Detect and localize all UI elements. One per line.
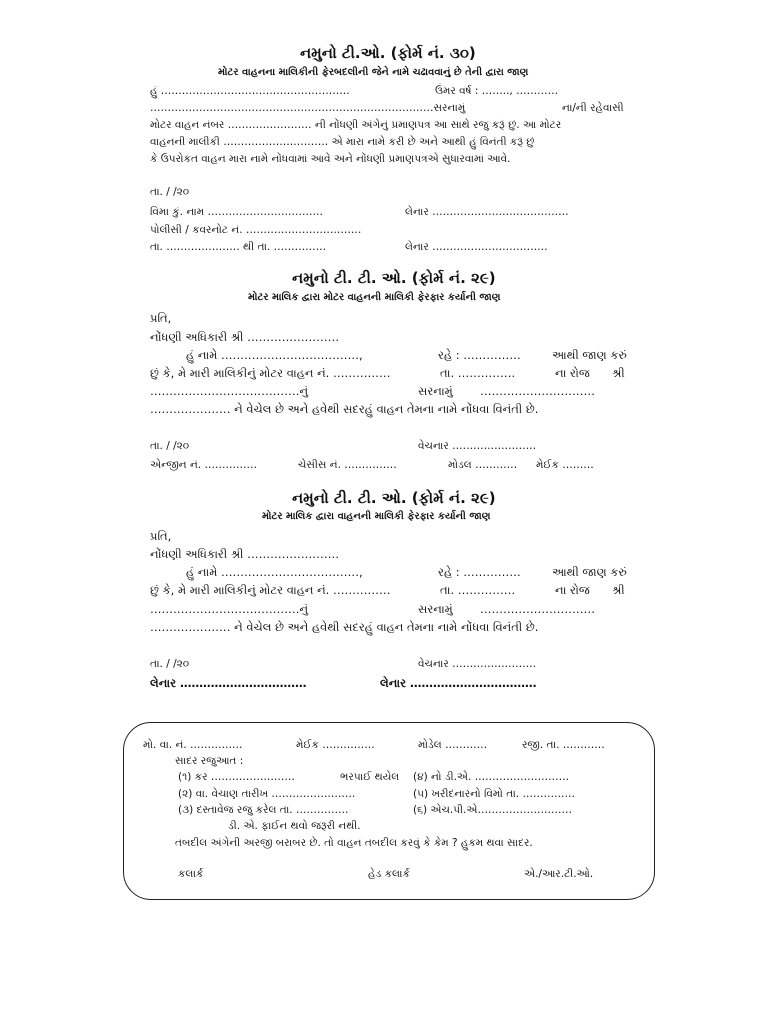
box-reg-date: રજી. તા. ………… [522,739,605,751]
box-item3: (૩) દસ્તાવેજ રજુ કરેલ તા. …………… [178,804,349,816]
form29b-date: તા. / /૨૦ [150,658,190,670]
form29b-seller: વેચનાર …………………… [418,658,537,670]
form29a-line4: ………………… ને વેચેલ છે અને હવેથી સદરહું વાહન તેમના નામે નોંધવા વિનંતી છે. [150,402,539,416]
box-clerk: કલાર્ક [178,868,204,880]
form29b-buyer-left: લેનાર …………………………… [150,676,307,690]
form29a-line2-date: તા. …………… [440,366,516,380]
form30-title: નમુનો ટી.ઓ. (ફોર્મ નં. ૩૦) [300,44,476,62]
form30-line1-age: ઉંમર વર્ષ : …….., ………… [435,85,559,97]
form29b-line2-date: તા. …………… [440,583,516,597]
form30-insurer-taker: લેનાર ………………………………… [405,206,569,218]
form30-line3: મોટર વાહન નંબર …………………… ની નોંધણી અંગેનું પ્રમાણપત્ર આ સાથે રજુ કરૂં છું. આ મોટર [150,119,562,131]
form29a-line2-vehicle: છું કે, મે મારી માલિકીનું મોટર વાહન નં. …………… [150,366,391,380]
box-head-clerk: હેડ કલાર્ક [368,868,410,880]
form29a-subtitle: મોટર માલિક દ્વારા મોટર વાહનની માલિકી ફેરફાર કર્યાની જાણ [248,292,501,303]
form29a-make: મેઈક ……… [536,459,594,471]
box-note1: ડી. એ. ફાઈન થવો જરૂરી નથી. [228,820,361,832]
box-note2: તબદીલ અંગેની અરજી બરાબર છે. તો વાહન તબદીલ કરવું કે કેમ ? હુકમ થવા સાદર. [175,837,533,849]
form29a-chassis: ચેસીસ નં. …………… [298,459,397,471]
form29a-line2-on: ના રોજ [555,366,590,380]
form29a-line1-name: હું નામે ………………………………, [186,348,363,362]
form29b-line1-residence: રહે : …………… [438,565,521,579]
box-item4: (૪) નો ડી.એ. ……………………… [413,771,570,783]
form30-line5: કે ઉપરોકત વાહન મારા નામે નોંધવામાં આવે અને નોંધણી પ્રમાણપત્રએ સુધારવામાં આવે. [150,153,511,165]
form30-insurer-name: વિમા કું. નામ …………………………… [150,206,323,218]
form29b-line1-inform: આથી જાણ કરું [552,565,627,579]
form29a-seller: વેચનાર …………………… [418,440,537,452]
form29a-line3-name: …………………………………નું [150,384,309,398]
box-item6: (૬) એચ.પી.એ……………………… [413,804,572,816]
form29b-line4: ………………… ને વેચેલ છે અને હવેથી સદરહું વાહન તેમના નામે નોંધવા વિનંતી છે. [150,620,539,634]
box-submitted: સાદર રજુઆત : [175,755,244,767]
form30-date: તા. / /૨૦ [150,186,190,198]
form30-period-taker: લેનાર …………………………… [405,241,548,253]
box-vehicle-no: મો. વા. નં. …………… [143,739,243,751]
form29a-line3-address: ………………………… [480,384,595,398]
form29b-line2-on: ના રોજ [555,583,590,597]
box-make: મેઈક …………… [296,739,375,751]
form29b-line2-vehicle: છું કે, મે મારી માલિકીનું મોટર વાહન નં. …………… [150,583,391,597]
form29a-model: મોડલ ………… [448,459,518,471]
form29a-line1-inform: આથી જાણ કરું [552,348,627,362]
box-item1-paid: ભરપાઈ થયેલ [340,771,400,783]
form29a-line2-shri: શ્રી [612,366,625,380]
form29a-engine: એન્જીન નં. …………… [150,459,257,471]
form30-line2-resident: ના/ની રહેવાસી [562,102,624,114]
form30-subtitle: મોટર વાહનના માલિકીની ફેરબદલીની જેને નામે ચઢાવવાનું છે તેની દ્વારા જાણ [218,67,529,78]
box-model: મોડેલ ………… [418,739,488,751]
box-item1: (૧) કર …………………… [178,771,295,783]
form29b-buyer-right: લેનાર …………………………… [380,676,537,690]
form29a-prati: પ્રતિ, [150,311,172,325]
form29b-officer: નોંધણી અધિકારી શ્રી …………………… [150,547,340,561]
form29b-line2-shri: શ્રી [612,583,625,597]
form30-period: તા. ………………… થી તા. …………… [150,241,327,253]
box-item2: (૨) વા. વેચાણ તારીખ …………………… [178,788,356,800]
form29b-line1-name: હું નામે ………………………………, [186,565,363,579]
form29b-line3-address: ………………………… [480,602,595,616]
form29b-line3-address-label: સરનામું [418,602,453,616]
form29b-title: નમુનો ટી. ટી. ઓ. (ફોર્મ નં. ૨૯) [292,489,496,507]
form29a-title: નમુનો ટી. ટી. ઓ. (ફોર્મ નં. ૨૯) [292,269,496,287]
box-arto: એ./આર.ટી.ઓ. [524,868,594,880]
form29a-line1-residence: રહે : …………… [438,348,521,362]
form30-policy: પોલીસી / કવરનોટ નં. …………………………… [150,224,362,236]
form30-line2-address: ………………………………………………………………………સરનામું [150,102,466,114]
form29a-officer: નોંધણી અધિકારી શ્રી …………………… [150,330,340,344]
form29b-prati: પ્રતિ, [150,529,172,543]
box-item5: (૫) ખરીદનારનો વિમો તા. …………… [413,788,575,800]
form30-line4: વાહનની માલીકી ………………………… એ મારા નામે કરી છે અને આથી હું વિનંતી કરૂં છું [150,136,535,148]
form29a-line3-address-label: સરનામું [418,384,453,398]
form30-line1-name: હું ……………………………………………… [150,85,350,97]
form29b-line3-name: …………………………………નું [150,602,309,616]
form29b-subtitle: મોટર માલિક દ્વારા વાહનની માલિકી ફેરફાર કર્યાની જાણ [262,511,491,522]
form29a-date: તા. / /૨૦ [150,440,190,452]
